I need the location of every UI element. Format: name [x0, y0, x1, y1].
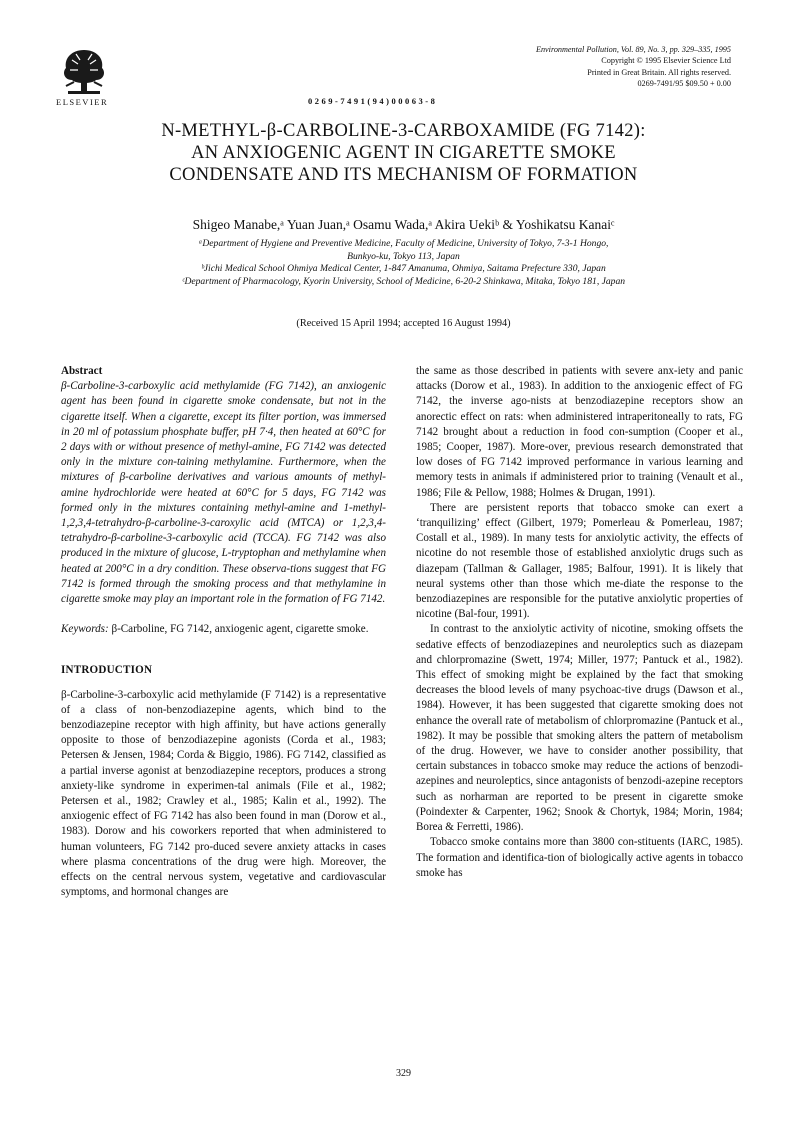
keywords — [61, 622, 386, 637]
title-line: N-METHYL-β-CARBOLINE-3-CARBOXAMIDE (FG 7142): — [161, 121, 646, 141]
title-line: AN ANXIOGENIC AGENT IN CIGARETTE SMOKE — [191, 143, 616, 163]
keywords-text: β-Carboline, FG 7142, anxiogenic agent, cigarette smoke. — [108, 623, 369, 636]
printed-line: Printed in Great Britain. All rights reserved. — [587, 67, 731, 77]
copyright-line: Copyright © 1995 Elsevier Science Ltd — [601, 56, 731, 66]
affiliations — [60, 238, 747, 288]
affiliation-line: ᶜDepartment of Pharmacology, Kyorin University, School of Medicine, 6-20-2 Shinkawa, Mitaka, Tokyo 181, Japan — [181, 275, 626, 287]
introduction-heading: INTRODUCTION — [61, 664, 153, 677]
introduction-paragraph: β-Carboline-3-carboxylic acid methylamide (F 7142) is a representative of a class of non-benzodiazepine agents, which bind to the benzodiazepine receptor with high affinity, but have actions generally opposite to those of benzodiazepine agonists (Corda et al., 1983; Petersen & Jensen, 1984; Corda & Biggio, 1986). FG 7142, classified as a partial inverse agonist at benzodiazepine receptors, produces a strong anxiety-like syndrome in experimen-tal animals (File et al., 1982; Petersen et al., 1982; Crawley et al., 1985; Kalin et al., 1992). The anxiogenic effect of FG 7142 has also been found in man (Dorow et al., 1983). Dorow and his coworkers reported that when administered to human volunteers, FG 7142 pro-duced severe anxiety attacks in cases where plasma concentrations of the drug were high. Moreover, the effects on the central nervous system, vegetative and cardiovascular symptoms, and hormonal changes are — [61, 688, 386, 899]
journal-citation: Environmental Pollution, Vol. 89, No. 3, pp. 329–335, 1995 — [535, 45, 731, 54]
affiliation-line: Bunkyo-ku, Tokyo 113, Japan — [347, 250, 460, 262]
publisher-name: ELSEVIER — [56, 97, 109, 107]
page-number: 329 — [396, 1068, 411, 1079]
body-paragraph: Tobacco smoke contains more than 3800 con-stituents (IARC, 1985). The formation and identifica-tion of biologically active agents in tobacco smoke has — [416, 836, 743, 879]
abstract-text: β-Carboline-3-carboxylic acid methylamide (FG 7142), an anxiogenic agent has been found in cigarette smoke condensate, but not in the cigarette itself. When a cigarette, except its filter portion, was immersed in 20 ml of potassium phosphate buffer, pH 7·4, then heated at 60°C for 2 days with or without presence of methyl-amine, FG 7142 was detected only in the mixture con-taining methylamine. Furthermore, when the mixtures of β-carboline derivatives and various amounts of methyl-amine hydrochloride were heated at 60°C for 5 days, FG 7142 was formed only in the mixtures containing methyl-amine and 1-methyl-1,2,3,4-tetrahydro-β-carboline-3-caroxylic acid (MTCA) or 1,2,3,4-tetrahydro-β-carboline-3-carboxylic acid (TCCA). FG 7142 was also produced in the mixture of glucose, L-tryptophan and methylamine when heated at 200°C in a dry condition. These observa-tions suggest that FG 7142 is formed through the smoking process and that methylamine in cigarette smoke may play an important role in the formation of FG 7142. — [61, 380, 386, 606]
affiliation-line: ᵇJichi Medical School Ohmiya Medical Center, 1-847 Amanuma, Ohmiya, Saitama Prefecture 330, Japan — [201, 263, 606, 275]
journal-info — [536, 44, 731, 90]
price-code: 0269-7491/95 $09.50 + 0.00 — [637, 79, 731, 89]
issn-code: 0269-7491(94)00063-8 — [308, 96, 438, 106]
right-column — [416, 364, 743, 881]
keywords-label: Keywords: — [61, 623, 109, 636]
body-paragraph: There are persistent reports that tobacco smoke can exert a ‘tranquilizing’ effect (Gilbert, 1979; Pomerleau & Pomerleau, 1987; Costall et al., 1989). In many tests for anxiolytic activity, the effects of nicotine do not resemble those of established anxiolytic drugs such as diazepam (Tallman & Gallager, 1985; Balfour, 1991). It is likely that neural systems other than those which me-diate the response to the benzodiazepines are responsible for the putative anxiolytic properties of nicotine (Bal-four, 1991). — [416, 501, 743, 621]
body-paragraph: the same as those described in patients with severe anx-iety and panic attacks (Dorow et al., 1983). In addition to the anxiogenic effect of FG 7142, the inverse ago-nists at benzodiazepine receptors show an anorectic effect on rats: when administered intraperitoneally to rats, FG 7142 brought about a reduction in food con-sumption (Cooper et al., 1985; Cooper, 1987). More-over, previous research demonstrated that low doses of FG 7142 improved performance in various learning and memory tests in animals if administered prior to training (Venault et al., 1986; File & Pellow, 1988; Holmes & Drugan, 1991). — [416, 365, 743, 499]
article-title — [60, 120, 747, 186]
author-list: Shigeo Manabe,ᵃ Yuan Juan,ᵃ Osamu Wada,ᵃ Akira Uekiᵇ & Yoshikatsu Kanaiᶜ — [192, 217, 615, 232]
abstract-heading: Abstract — [61, 365, 103, 377]
affiliation-line: ᵃDepartment of Hygiene and Preventive Medicine, Faculty of Medicine, University of Tokyo, 7-3-1 Hongo, — [198, 238, 609, 249]
received-dates: (Received 15 April 1994; accepted 16 August 1994) — [296, 318, 511, 329]
elsevier-tree-logo — [58, 46, 110, 98]
title-line: CONDENSATE AND ITS MECHANISM OF FORMATION — [169, 165, 638, 185]
body-paragraph: In contrast to the anxiolytic activity of nicotine, smoking offsets the sedative effects of benzodiazepines and neuroleptics such as diazepam and chlorpromazine (Swett, 1974; Miller, 1977; Pantuck et al., 1982). This effect of smoking might be explained by the fact that smoking decreases the blood levels of many psychoac-tive drugs (Dawson et al., 1984). However, it has been suggested that cigarette smoking does not enhance the overall rate of metabolism of chlorpromazine (Pantuck et al., 1982). It may be possible that smoking alters the pattern of metabolism of the drug. However, we have to consider another possibility, that certain substances in tobacco smoke may reduce the actions of benzodi-azepines and neuroleptics, since antagonists of benzodi-azepine receptors such as norharman are reported to be present in cigarette smoke (Poindexter & Carpenter, 1962; Snook & Chortyk, 1984; Morin, 1984; Borea & Ferretti, 1986). — [416, 623, 743, 834]
left-column — [61, 364, 386, 901]
